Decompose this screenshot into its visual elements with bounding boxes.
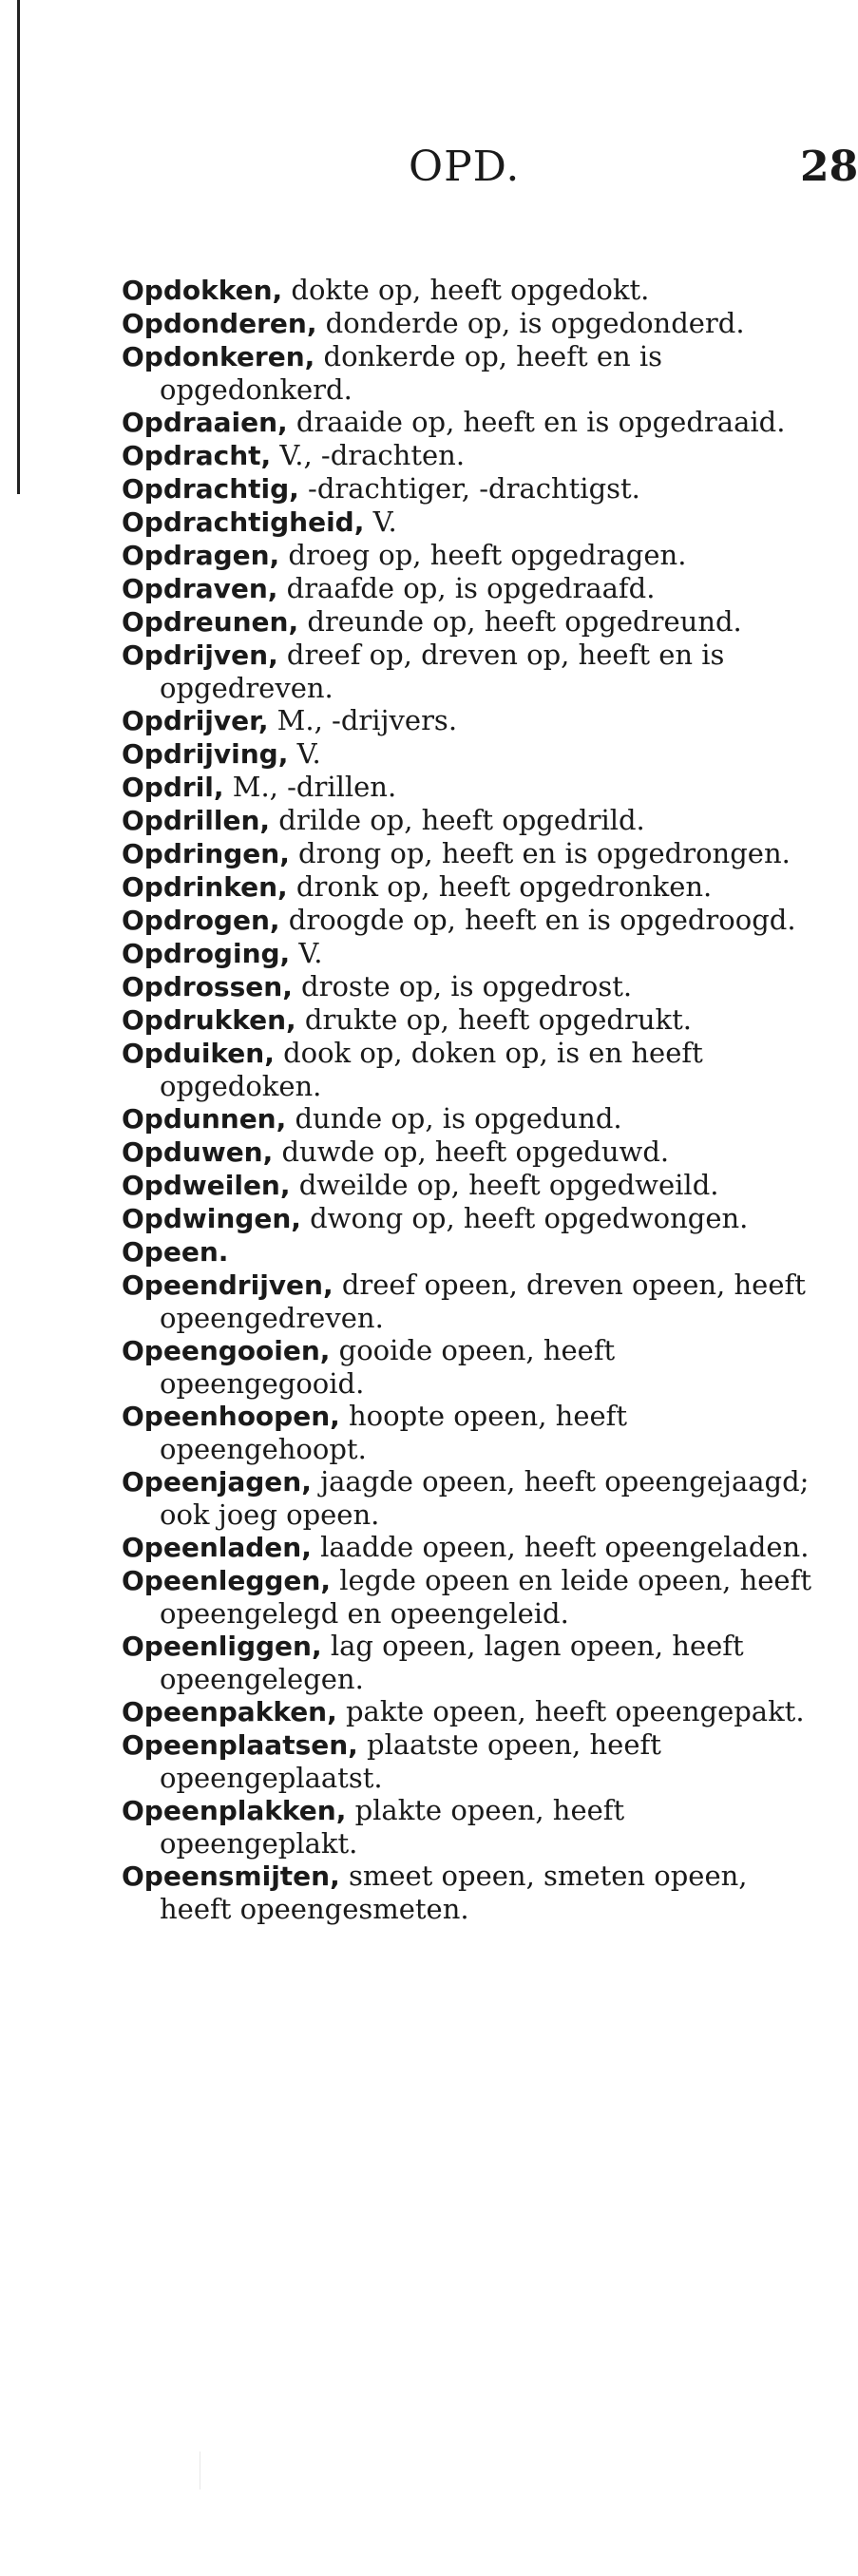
entry-headword: Opdonkeren, [122, 341, 315, 372]
entry-headword: Opdrukken, [122, 1004, 296, 1036]
dictionary-entry [122, 837, 820, 870]
entry-headword: Opeenjagen, [122, 1466, 312, 1498]
dictionary-entry [122, 1037, 820, 1102]
entry-definition: plaatste opeen, heeft opeengeplaatst. [160, 1728, 661, 1794]
entry-definition: dokte op, heeft opgedokt. [282, 274, 650, 306]
dictionary-entry [122, 1564, 820, 1630]
dictionary-entry [122, 605, 820, 639]
page-number: 28 [800, 143, 858, 191]
entry-headword: Opduwen, [122, 1136, 274, 1168]
entry-headword: Opdrossen, [122, 971, 293, 1002]
entry-definition: dweilde op, heeft opgedweild. [290, 1169, 719, 1201]
entry-definition: plakte opeen, heeft opeengeplakt. [160, 1794, 625, 1860]
entry-headword: Opeenplaatsen, [122, 1729, 358, 1761]
entry-definition: drong op, heeft en is opgedrongen. [289, 837, 791, 869]
entry-definition: dwong op, heeft opgedwongen. [300, 1202, 749, 1234]
entry-definition: dreef opeen, dreven opeen, heeft opeengedreven. [160, 1269, 806, 1334]
entry-headword: Opduiken, [122, 1038, 275, 1069]
entry-definition: V. [364, 506, 397, 538]
entry-headword: Opdrinken, [122, 871, 288, 903]
margin-rule [17, 0, 20, 494]
dictionary-entry [122, 1003, 820, 1037]
dictionary-entry [122, 274, 820, 307]
entry-headword: Opdroging, [122, 938, 291, 969]
dictionary-entry [122, 771, 820, 804]
entry-definition: laadde opeen, heeft opeengeladen. [311, 1531, 810, 1563]
dictionary-entry [122, 937, 820, 970]
entry-headword: Opdraven, [122, 573, 278, 604]
dictionary-entry [122, 737, 820, 771]
entry-definition: draaide op, heeft en is opgedraaid. [287, 406, 786, 438]
dictionary-entry [122, 870, 820, 904]
entry-headword: Opeengooien, [122, 1335, 331, 1366]
dictionary-entry [122, 307, 820, 340]
entry-definition: hoopte opeen, heeft opeengehoopt. [160, 1400, 628, 1465]
entry-definition: dreunde op, heeft opgedreund. [298, 605, 742, 638]
entry-definition: droeg op, heeft opgedragen. [279, 539, 687, 571]
entry-definition: M., -drillen. [223, 771, 397, 803]
dictionary-entry [122, 1728, 820, 1794]
entry-headword: Opdonderen, [122, 308, 317, 339]
entry-definition: V., -drachten. [271, 439, 466, 471]
entry-headword: Opeenhoopen, [122, 1401, 340, 1432]
entry-headword: Opdrijver, [122, 705, 269, 736]
entry-headword: Opdrillen, [122, 805, 271, 836]
dictionary-entry [122, 1695, 820, 1728]
dictionary-entry [122, 1465, 820, 1531]
entry-definition: V. [290, 937, 323, 969]
entry-definition: draafde op, is opgedraafd. [277, 572, 656, 604]
entry-headword: Opdweilen, [122, 1170, 291, 1201]
dictionary-entry [122, 439, 820, 472]
dictionary-entries [122, 274, 820, 1925]
dictionary-entry [122, 1102, 820, 1135]
entry-headword: Opdril, [122, 772, 224, 803]
entry-headword: Opeendrijven, [122, 1269, 334, 1301]
entry-definition: gooide opeen, heeft opeengegooid. [160, 1334, 616, 1400]
entry-definition: legde opeen en leide opeen, heeft opeengelegd en opeengeleid. [160, 1564, 811, 1630]
dictionary-entry [122, 1630, 820, 1695]
dictionary-entry [122, 1794, 820, 1860]
dictionary-entry [122, 539, 820, 572]
entry-definition: lag opeen, lagen opeen, heeft opeengelegen. [160, 1630, 744, 1695]
dictionary-entry [122, 1860, 820, 1925]
entry-headword: Opeen. [122, 1236, 229, 1268]
entry-headword: Opdrijven, [122, 639, 278, 671]
entry-headword: Opdwingen, [122, 1203, 301, 1234]
dictionary-entry [122, 904, 820, 937]
entry-definition: drukte op, heeft opgedrukt. [296, 1003, 692, 1036]
page-header [0, 143, 858, 209]
entry-definition: jaagde opeen, heeft opeengejaagd; ook joeg opeen. [160, 1465, 810, 1531]
dictionary-entry [122, 572, 820, 605]
entry-headword: Opdraaien, [122, 407, 288, 438]
entry-definition: droogde op, heeft en is opgedroogd. [279, 904, 796, 936]
entry-headword: Opeenladen, [122, 1532, 312, 1563]
entry-definition: V. [288, 737, 321, 770]
entry-headword: Opdrijving, [122, 738, 289, 770]
entry-headword: Opeenleggen, [122, 1565, 331, 1596]
entry-headword: Opdrogen, [122, 905, 280, 936]
entry-headword: Opdokken, [122, 275, 283, 306]
dictionary-entry [122, 1269, 820, 1334]
dictionary-entry [122, 1135, 820, 1169]
entry-headword: Opdragen, [122, 540, 280, 571]
entry-definition: donkerde op, heeft en is opgedonkerd. [160, 340, 663, 406]
entry-headword: Opeensmijten, [122, 1860, 340, 1892]
entry-headword: Opdringen, [122, 838, 290, 869]
entry-headword: Opdrachtigheid, [122, 506, 365, 538]
dictionary-entry [122, 970, 820, 1003]
entry-headword: Opdunnen, [122, 1103, 287, 1135]
dictionary-entry [122, 1531, 820, 1564]
entry-definition: dreef op, dreven op, heeft en is opgedreven. [160, 639, 725, 704]
dictionary-entry [122, 1400, 820, 1465]
entry-definition: donderde op, is opgedonderd. [316, 307, 745, 339]
entry-headword: Opeenplakken, [122, 1795, 347, 1826]
entry-headword: Opeenpakken, [122, 1696, 337, 1727]
entry-definition: drilde op, heeft opgedrild. [270, 804, 645, 836]
dictionary-entry [122, 406, 820, 439]
dictionary-entry [122, 506, 820, 539]
dictionary-entry [122, 1334, 820, 1400]
entry-definition: dunde op, is opgedund. [286, 1102, 622, 1135]
dictionary-entry [122, 1169, 820, 1202]
entry-definition: dook op, doken op, is en heeft opgedoken. [160, 1037, 703, 1102]
dictionary-entry [122, 340, 820, 406]
dictionary-entry [122, 639, 820, 704]
entry-definition: droste op, is opgedrost. [292, 970, 633, 1002]
entry-definition: duwde op, heeft opgeduwd. [273, 1135, 670, 1168]
entry-definition: M., -drijvers. [268, 704, 458, 736]
running-head: OPD. [409, 143, 521, 191]
dictionary-entry [122, 704, 820, 737]
entry-headword: Opdreunen, [122, 606, 299, 638]
entry-definition: pakte opeen, heeft opeengepakt. [336, 1695, 805, 1727]
entry-headword: Opeenliggen, [122, 1631, 322, 1662]
dictionary-entry [122, 1202, 820, 1235]
entry-definition: smeet opeen, smeten opeen, heeft opeengesmeten. [160, 1860, 748, 1925]
entry-definition: dronk op, heeft opgedronken. [287, 870, 713, 903]
dictionary-entry [122, 804, 820, 837]
entry-definition: -drachtiger, -drachtigst. [298, 472, 640, 505]
dictionary-entry [122, 1235, 820, 1269]
entry-headword: Opdrachtig, [122, 473, 299, 505]
entry-headword: Opdracht, [122, 440, 272, 471]
dictionary-entry [122, 472, 820, 506]
